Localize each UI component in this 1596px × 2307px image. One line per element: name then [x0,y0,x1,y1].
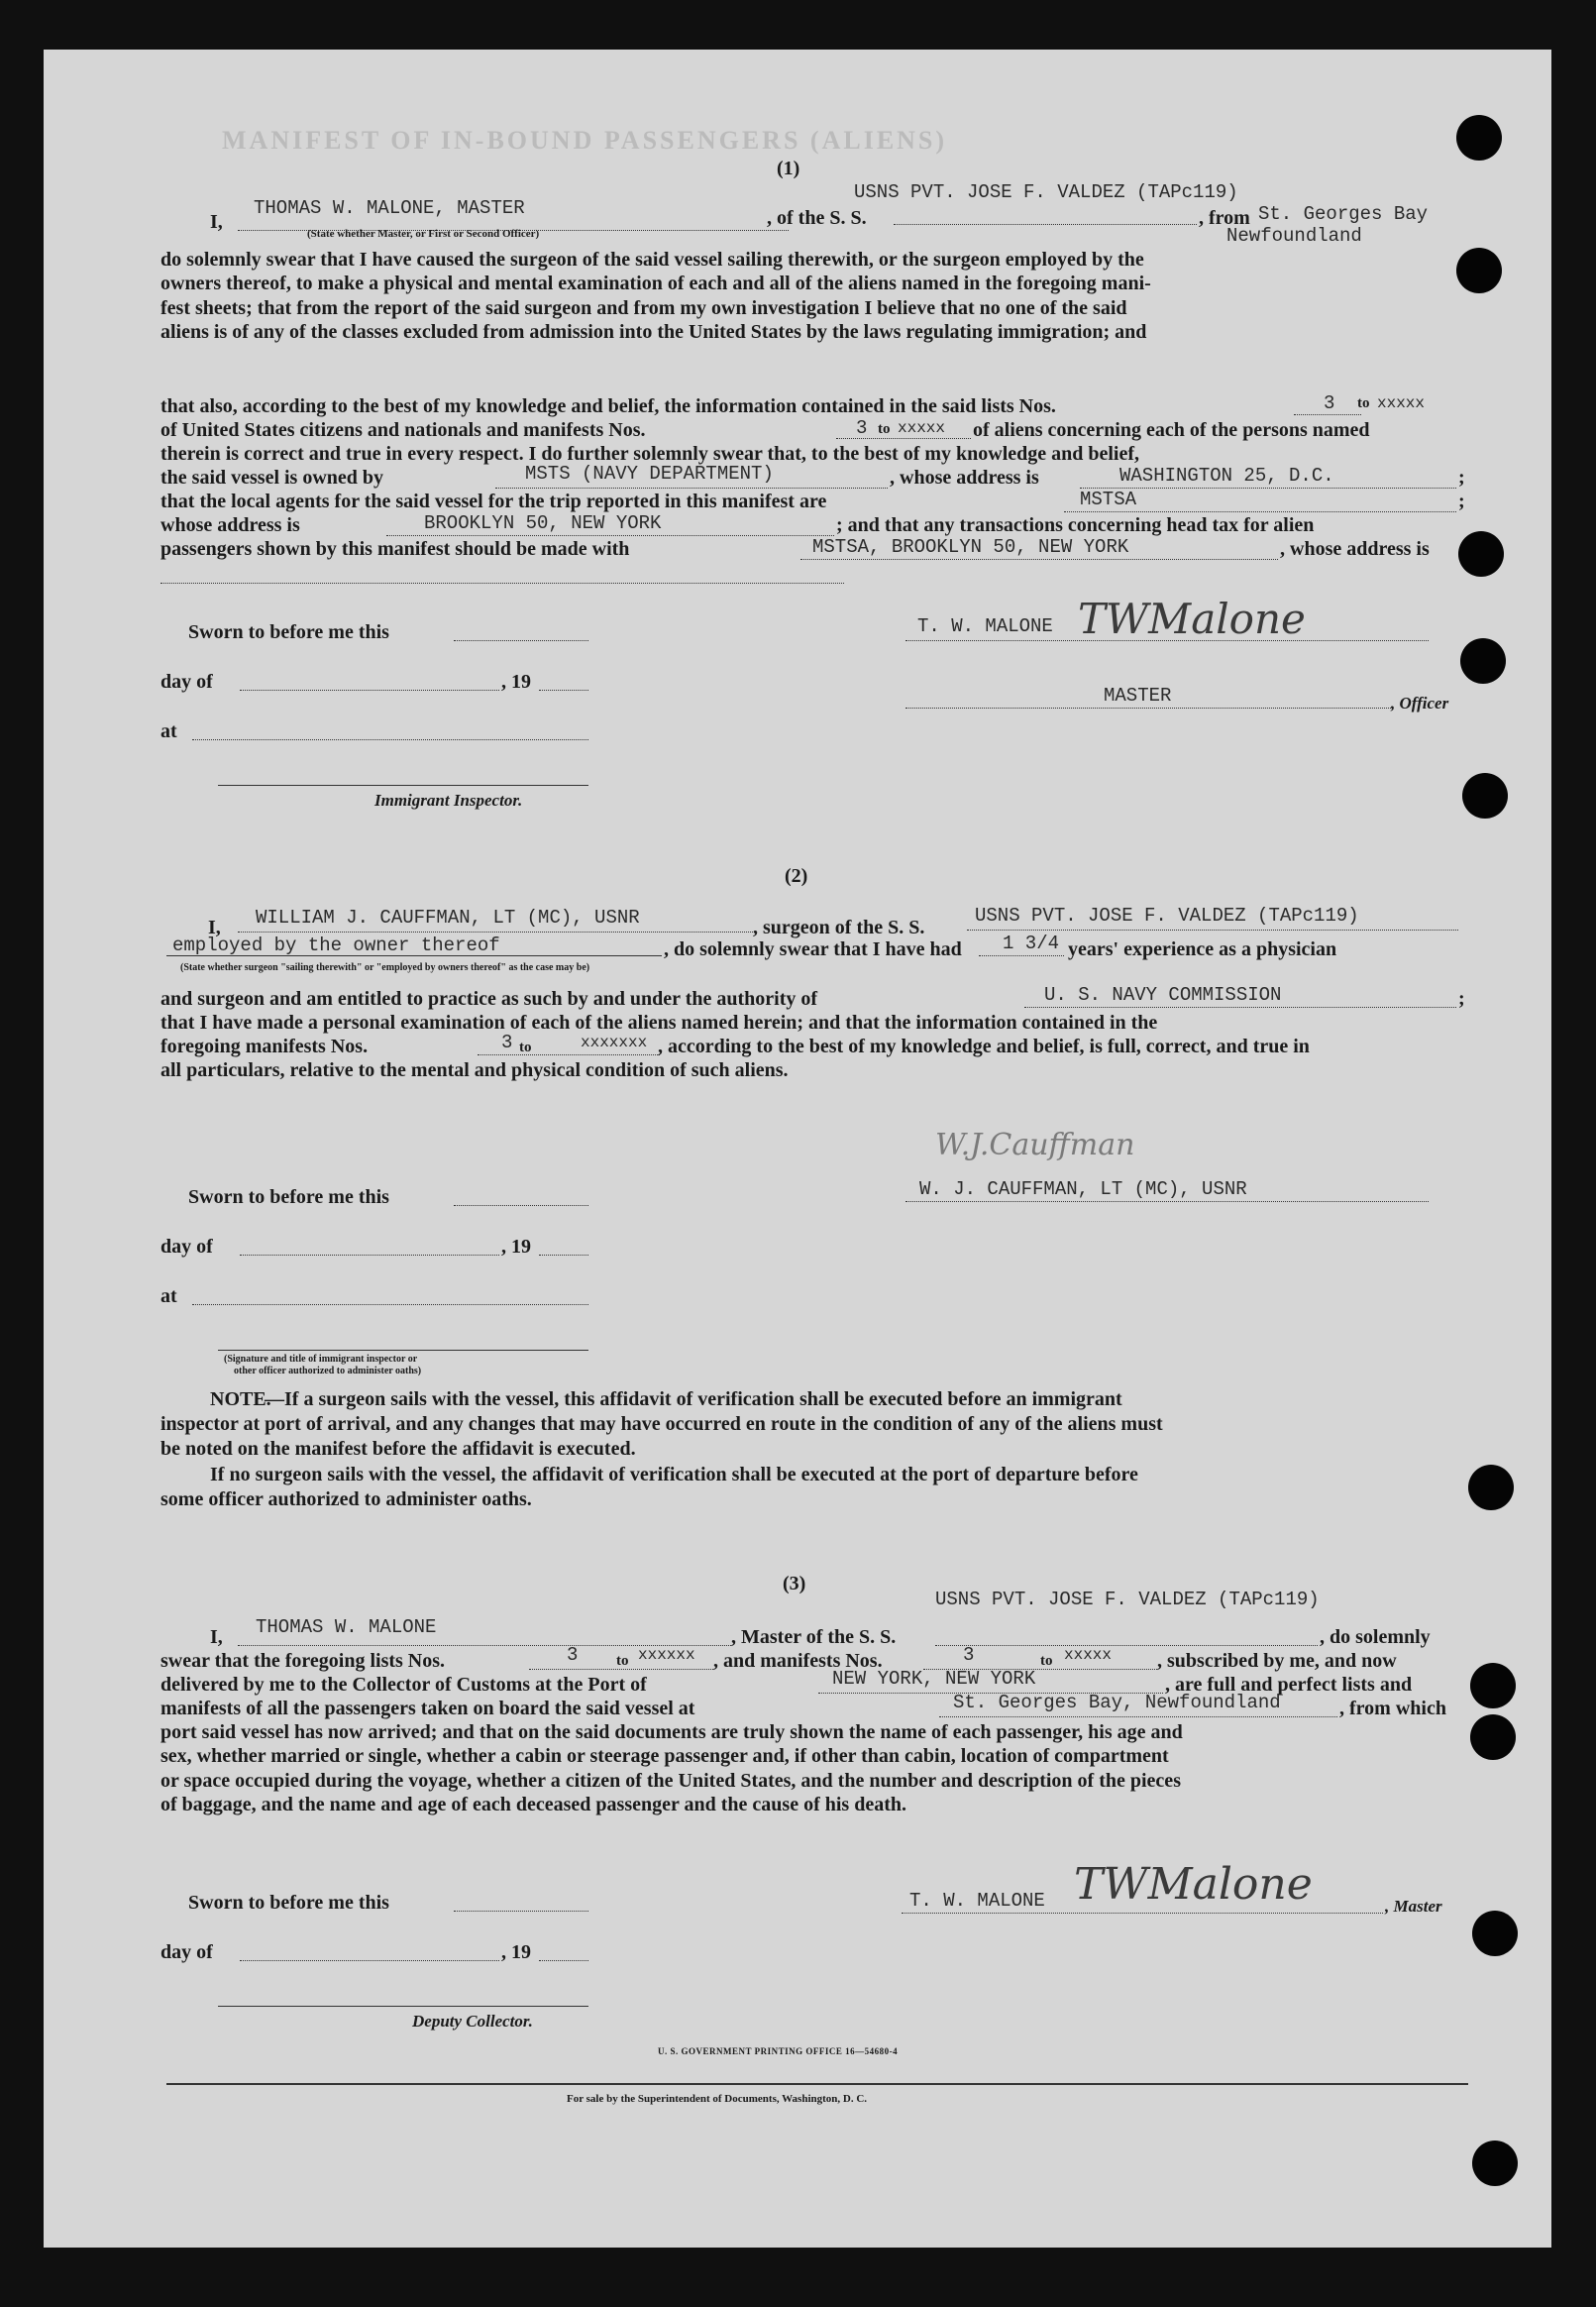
s2-note-line-1: —If a surgeon sails with the vessel, this affidavit of verification shall be executed before an immigrant [265,1388,1122,1410]
s3-line2c: , subscribed by me, and now [1157,1650,1397,1672]
s3-sworn: Sworn to before me this [188,1892,389,1914]
s1-whose-address: , whose address is [890,467,1039,489]
s2-signer-typed: W. J. CAUFFMAN, LT (MC), USNR [919,1178,1247,1200]
s1-manifests-no[interactable]: 3 [856,417,868,439]
s1-signer-typed: T. W. MALONE [917,615,1053,637]
s1-owner-field[interactable]: MSTS (NAVY DEPARTMENT) [525,463,774,485]
s3-line2a: swear that the foregoing lists Nos. [160,1650,446,1672]
s2-day-of: day of [160,1236,213,1258]
s2-note-line-2: inspector at port of arrival, and any changes that may have occurred en route in the condition of any of the aliens must [160,1413,1163,1435]
s3-day-of: day of [160,1941,213,1963]
s2-line7: all particulars, relative to the mental and physical condition of such aliens. [160,1059,789,1081]
s3-solemnly: , do solemnly [1320,1626,1431,1648]
s2-surgeon-field[interactable]: WILLIAM J. CAUFFMAN, LT (MC), USNR [256,907,640,929]
s1-at: at [160,720,177,742]
s3-lists-no[interactable]: 3 [567,1644,579,1666]
s3-master-of: , Master of the S. S. [731,1626,897,1648]
footer-sale: For sale by the Superintendent of Documents, Washington, D. C. [567,2093,868,2105]
manifest-form-sheet [44,50,1551,2248]
s2-inspector-hint-2: other officer authorized to administer oaths) [234,1366,422,1376]
s1-agents-field[interactable]: MSTSA [1080,489,1137,510]
s3-manifests-no[interactable]: 3 [963,1644,975,1666]
s1-from: , from [1199,207,1250,229]
s1-line6b: of aliens concerning each of the persons named [973,419,1370,441]
s3-master-label: , Master [1385,1897,1442,1916]
s1-sworn: Sworn to before me this [188,621,389,643]
s2-years-exp: years' experience as a physician [1068,938,1337,960]
section-2-number: (2) [785,865,808,887]
punch-hole-icon [1460,638,1506,684]
s1-title: MASTER [1104,685,1172,707]
s1-manifests-to-val[interactable]: xxxxx [898,419,946,437]
punch-hole-icon [1456,115,1502,161]
s1-vessel-field[interactable]: USNS PVT. JOSE F. VALDEZ (TAPc119) [854,181,1238,203]
s2-surgeon-of: , surgeon of the S. S. [753,917,925,938]
s3-lists-to: to [616,1653,629,1669]
s3-collector-label: Deputy Collector. [412,2012,533,2031]
s1-agents-address-field[interactable]: BROOKLYN 50, NEW YORK [424,512,662,534]
s1-inspector-label: Immigrant Inspector. [374,791,523,810]
s3-manifests-to-val[interactable]: xxxxx [1064,1646,1113,1664]
punch-hole-icon [1458,531,1504,577]
s2-manifest-to: to [519,1040,532,1055]
s3-line4b: , from which [1339,1698,1446,1719]
s1-line6a: of United States citizens and nationals and manifests Nos. [160,419,646,441]
s1-line5: that also, according to the best of my knowledge and belief, the information contained in the said lists Nos. [160,395,1056,417]
s1-officer-field[interactable]: THOMAS W. MALONE, MASTER [254,197,525,219]
s1-line7: therein is correct and true in every respect. I do further solemnly swear that, to the best of my knowledge and belief, [160,443,1140,465]
s2-note-line-5: some officer authorized to administer oaths. [160,1488,532,1510]
s1-agents-label: that the local agents for the said vessel for the trip reported in this manifest are [160,491,827,512]
faint-header: MANIFEST OF IN-BOUND PASSENGERS (ALIENS) [222,126,948,155]
s1-officer-label: , Officer [1391,694,1449,713]
s1-semicolon-2: ; [1458,491,1465,512]
s3-line3b: , are full and perfect lists and [1165,1674,1413,1696]
s3-line3a: delivered by me to the Collector of Customs at the Port of [160,1674,647,1696]
s2-note-line-4: If no surgeon sails with the vessel, the affidavit of verification shall be executed at the port of departure before [210,1464,1138,1485]
s1-head-tax: ; and that any transactions concerning head tax for alien [836,514,1315,536]
s2-employed-field[interactable]: employed by the owner thereof [172,934,500,956]
s1-passengers-label: passengers shown by this manifest should be made with [160,538,630,560]
s1-lists-to-val[interactable]: xxxxx [1377,394,1426,412]
s1-semicolon: ; [1458,467,1465,489]
s2-note-line-3: be noted on the manifest before the affidavit is executed. [160,1438,636,1460]
s1-port-field-2[interactable]: Newfoundland [1226,225,1362,247]
s2-line6a: foregoing manifests Nos. [160,1036,369,1057]
footer-gpo: U. S. GOVERNMENT PRINTING OFFICE 16—54680-4 [658,2046,899,2056]
s2-vessel-field[interactable]: USNS PVT. JOSE F. VALDEZ (TAPc119) [975,905,1359,927]
s3-manifests-to: to [1040,1653,1053,1669]
s1-lists-to: to [1357,395,1370,411]
s1-of-ss: , of the S. S. [767,207,867,229]
s2-signature: W.J.Cauffman [935,1128,1135,1162]
s2-manifest-no[interactable]: 3 [501,1032,513,1053]
s1-officer-hint: (State whether Master, or First or Second Officer) [307,228,540,240]
s1-head-tax-party-field[interactable]: MSTSA, BROOKLYN 50, NEW YORK [812,536,1129,558]
s1-whose-address-end: , whose address is [1280,538,1430,560]
s2-i: I, [208,917,221,938]
s3-from-port-field[interactable]: St. Georges Bay, Newfoundland [953,1692,1281,1713]
s2-swear: , do solemnly swear that I have had [664,938,962,960]
s2-manifest-to-val[interactable]: xxxxxxx [581,1034,648,1051]
s2-year: , 19 [501,1236,531,1258]
punch-hole-icon [1468,1465,1514,1510]
punch-hole-icon [1462,773,1508,819]
section-3-number: (3) [783,1573,806,1594]
punch-hole-icon [1470,1663,1516,1708]
s2-sworn: Sworn to before me this [188,1186,389,1208]
s1-signature: TWMalone [1078,595,1306,643]
s1-manifests-to: to [878,421,891,437]
s2-inspector-hint-1: (Signature and title of immigrant inspector or [224,1354,418,1365]
s2-line6b: , according to the best of my knowledge and belief, is full, correct, and true in [658,1036,1310,1057]
s3-oath-text: port said vessel has now arrived; and that on the said documents are truly shown the name of each passenger, his age and sex, whether married or single, whether a cabin or steerage passenger and, if other than cabin, location of compartment or space occupied during the voyage, whether a citizen of the United States, and the number and description of the pieces of baggage, and the name and age of each deceased passenger and the cause of his death. [160,1721,1183,1815]
s2-note-label: NOTE. [210,1388,271,1410]
s2-line5: that I have made a personal examination of each of the aliens named herein; and that the information contained in the [160,1012,1158,1034]
s2-hint: (State whether surgeon "sailing therewith" or "employed by owners thereof" as the case may be) [180,962,590,973]
punch-hole-icon [1472,1911,1518,1956]
s3-master-field[interactable]: THOMAS W. MALONE [256,1616,437,1638]
s1-owned-by-label: the said vessel is owned by [160,467,384,489]
s3-lists-to-val[interactable]: xxxxxx [638,1646,695,1664]
s1-port-field[interactable]: St. Georges Bay [1258,203,1429,225]
s3-line4a: manifests of all the passengers taken on board the said vessel at [160,1698,695,1719]
s3-i: I, [210,1626,223,1648]
s1-lists-no[interactable]: 3 [1324,392,1335,414]
s2-at: at [160,1285,177,1307]
s3-vessel-field[interactable]: USNS PVT. JOSE F. VALDEZ (TAPc119) [935,1589,1320,1610]
section-1-number: (1) [777,158,800,179]
s1-day-of: day of [160,671,213,693]
s3-line2b: , and manifests Nos. [713,1650,883,1672]
s1-year: , 19 [501,671,531,693]
s3-signer-typed: T. W. MALONE [909,1890,1045,1912]
s2-years-field[interactable]: 1 3/4 [1003,933,1060,954]
s2-line4: and surgeon and am entitled to practice as such by and under the authority of [160,988,818,1010]
punch-hole-icon [1472,2141,1518,2186]
s3-year: , 19 [501,1941,531,1963]
punch-hole-icon [1470,1714,1516,1760]
s1-oath-text: do solemnly swear that I have caused the surgeon of the said vessel sailing therewith, or the surgeon employed by the owners thereof, to make a physical and mental examination of each and all of the aliens named in the foregoing mani- fest sheets; that from the report of the said surgeon and from my own investigation I believe that no one of the said aliens is of any of the classes excluded from admission into the United States by the laws regulating immigration; and [160,249,1151,343]
s1-agents-address-label: whose address is [160,514,300,536]
s3-signature: TWMalone [1074,1859,1313,1910]
s2-authority-field[interactable]: U. S. NAVY COMMISSION [1044,984,1282,1006]
s2-semicolon: ; [1458,988,1465,1010]
s1-i: I, [210,211,223,233]
s3-port-field[interactable]: NEW YORK, NEW YORK [832,1668,1036,1690]
s1-owner-address-field[interactable]: WASHINGTON 25, D.C. [1119,465,1334,487]
